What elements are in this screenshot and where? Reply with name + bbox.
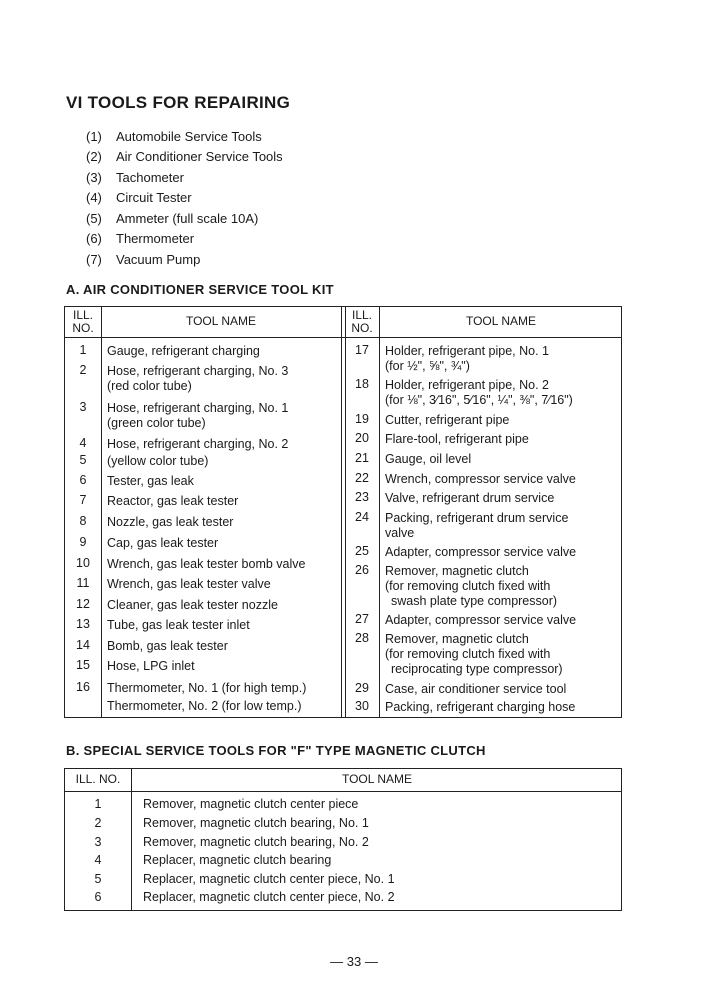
ill-no: 30 — [355, 699, 369, 713]
list-item — [86, 208, 283, 229]
page-title: VI TOOLS FOR REPAIRING — [66, 93, 291, 112]
list-item-number: (2) — [86, 149, 102, 165]
header-ill-no: ILL. NO. — [75, 772, 121, 786]
header-divider — [65, 337, 621, 338]
header-ill-no — [65, 309, 101, 335]
ill-no: 14 — [76, 638, 90, 652]
ill-no: 10 — [76, 556, 90, 570]
ill-no: 15 — [76, 658, 90, 672]
header-tool-name: TOOL NAME — [185, 314, 256, 328]
list-item-text: Air Conditioner Service Tools — [116, 149, 283, 165]
list-item-number: (7) — [86, 251, 102, 267]
list-item-number: (4) — [86, 190, 102, 206]
tool-name: Cap, gas leak tester — [107, 536, 219, 550]
list-item — [86, 249, 283, 270]
tool-name-detail: (for ½", ⅝", ¾") — [385, 359, 470, 373]
ill-no: 20 — [355, 431, 369, 445]
tool-name-detail: (for removing clutch fixed with — [385, 647, 551, 661]
ill-no: 26 — [355, 563, 369, 577]
tool-name: Cleaner, gas leak tester nozzle — [107, 598, 278, 612]
ill-no: 3 — [79, 400, 87, 414]
list-item — [86, 126, 283, 147]
ill-no: 17 — [355, 343, 369, 357]
clutch-tools-table — [64, 768, 622, 911]
tool-name-detail: (red color tube) — [107, 379, 192, 393]
ill-no: 27 — [355, 612, 369, 626]
ill-no: 8 — [79, 514, 87, 528]
ill-no: 19 — [355, 412, 369, 426]
section-a-title: A. AIR CONDITIONER SERVICE TOOL KIT — [66, 282, 334, 297]
ill-no: 5 — [94, 872, 102, 886]
column-divider — [379, 307, 380, 717]
tool-name: Wrench, gas leak tester bomb valve — [107, 557, 306, 571]
tool-name: Adapter, compressor service valve — [385, 545, 577, 559]
header-ill-line1: ILL. — [351, 308, 372, 322]
ill-no: 21 — [355, 451, 369, 465]
ill-no: 24 — [355, 510, 369, 524]
tool-list — [86, 126, 283, 270]
ill-no: 13 — [76, 617, 90, 631]
list-item — [86, 147, 283, 168]
list-item — [86, 167, 283, 188]
tool-name: Remover, magnetic clutch — [385, 564, 529, 578]
tool-name: Gauge, refrigerant charging — [107, 344, 260, 358]
tool-name: Hose, refrigerant charging, No. 3 — [107, 364, 289, 378]
tool-name: Replacer, magnetic clutch center piece, No. 2 — [143, 890, 395, 904]
ill-no: 28 — [355, 631, 369, 645]
tool-name: Valve, refrigerant drum service — [385, 491, 555, 505]
column-divider — [341, 307, 342, 717]
ill-no: 2 — [94, 816, 102, 830]
ill-no: 18 — [355, 377, 369, 391]
tool-name: (yellow color tube) — [107, 454, 209, 468]
tool-name: Gauge, oil level — [385, 452, 472, 466]
tool-name: Tube, gas leak tester inlet — [107, 618, 250, 632]
ill-no: 16 — [76, 680, 90, 694]
list-item-text: Thermometer — [116, 231, 195, 247]
list-item — [86, 229, 283, 250]
tool-name: Replacer, magnetic clutch bearing — [143, 853, 332, 867]
tool-name: Flare-tool, refrigerant pipe — [385, 432, 529, 446]
list-item-text: Vacuum Pump — [116, 251, 201, 267]
column-divider — [101, 307, 102, 717]
tool-name: Bomb, gas leak tester — [107, 639, 228, 653]
tool-name: Wrench, compressor service valve — [385, 472, 576, 486]
list-item-number: (5) — [86, 210, 102, 226]
ill-no: 1 — [79, 343, 87, 357]
tool-name-detail: reciprocating type compressor) — [391, 662, 563, 676]
tool-name: Packing, refrigerant drum service — [385, 511, 569, 525]
tool-name-detail: valve — [385, 526, 415, 540]
tool-name-detail: (for ⅛", 3⁄16", 5⁄16", ¼", ⅜", 7⁄16") — [385, 393, 573, 407]
tool-name: Thermometer, No. 1 (for high temp.) — [107, 681, 307, 695]
tool-name: Hose, LPG inlet — [107, 659, 195, 673]
tool-name: Cutter, refrigerant pipe — [385, 413, 510, 427]
tool-name: Remover, magnetic clutch — [385, 632, 529, 646]
list-item-text: Tachometer — [116, 169, 184, 185]
tool-name-detail: (green color tube) — [107, 416, 206, 430]
tool-name: Replacer, magnetic clutch center piece, No. 1 — [143, 872, 395, 886]
ill-no: 1 — [94, 797, 102, 811]
tool-name: Packing, refrigerant charging hose — [385, 700, 576, 714]
tool-name-detail: swash plate type compressor) — [391, 594, 558, 608]
list-item — [86, 188, 283, 209]
tool-name: Tester, gas leak — [107, 474, 194, 488]
header-tool-name: TOOL NAME — [341, 772, 412, 786]
ill-no: 5 — [79, 453, 87, 467]
ill-no: 9 — [79, 535, 87, 549]
tool-name: Remover, magnetic clutch bearing, No. 1 — [143, 816, 369, 830]
header-ill-line1: ILL. — [72, 308, 93, 322]
ill-no: 29 — [355, 681, 369, 695]
list-item-text: Ammeter (full scale 10A) — [116, 210, 259, 226]
page-number: — 33 — — [330, 954, 378, 969]
tool-name: Hose, refrigerant charging, No. 1 — [107, 401, 289, 415]
tool-name-detail: (for removing clutch fixed with — [385, 579, 551, 593]
header-ill-no — [345, 309, 379, 335]
tool-name: Case, air conditioner service tool — [385, 682, 567, 696]
ill-no: 11 — [76, 576, 90, 590]
ill-no: 6 — [79, 473, 87, 487]
list-item-text: Circuit Tester — [116, 190, 192, 206]
header-divider — [65, 791, 621, 792]
ill-no: 12 — [76, 597, 90, 611]
list-item-text: Automobile Service Tools — [116, 128, 262, 144]
list-item-number: (3) — [86, 169, 102, 185]
ill-no: 2 — [79, 363, 87, 377]
tool-name: Wrench, gas leak tester valve — [107, 577, 271, 591]
ill-no: 22 — [355, 471, 369, 485]
header-ill-line2: NO. — [351, 321, 373, 335]
tool-name: Nozzle, gas leak tester — [107, 515, 234, 529]
tool-kit-table — [64, 306, 622, 718]
tool-name: Holder, refrigerant pipe, No. 2 — [385, 378, 549, 392]
tool-name: Remover, magnetic clutch bearing, No. 2 — [143, 835, 369, 849]
ill-no: 7 — [79, 493, 87, 507]
ill-no: 4 — [94, 853, 102, 867]
tool-name: Hose, refrigerant charging, No. 2 — [107, 437, 289, 451]
ill-no: 6 — [94, 890, 102, 904]
header-ill-line2: NO. — [72, 321, 94, 335]
tool-name: Reactor, gas leak tester — [107, 494, 239, 508]
header-tool-name: TOOL NAME — [465, 314, 536, 328]
ill-no: 3 — [94, 835, 102, 849]
list-item-number: (6) — [86, 231, 102, 247]
tool-name: Holder, refrigerant pipe, No. 1 — [385, 344, 549, 358]
ill-no: 4 — [79, 436, 87, 450]
ill-no: 25 — [355, 544, 369, 558]
section-b-title: B. SPECIAL SERVICE TOOLS FOR "F" TYPE MAGNETIC CLUTCH — [66, 743, 486, 758]
ill-no: 23 — [355, 490, 369, 504]
tool-name: Adapter, compressor service valve — [385, 613, 577, 627]
tool-name: Thermometer, No. 2 (for low temp.) — [107, 699, 302, 713]
list-item-number: (1) — [86, 128, 102, 144]
tool-name: Remover, magnetic clutch center piece — [143, 797, 359, 811]
